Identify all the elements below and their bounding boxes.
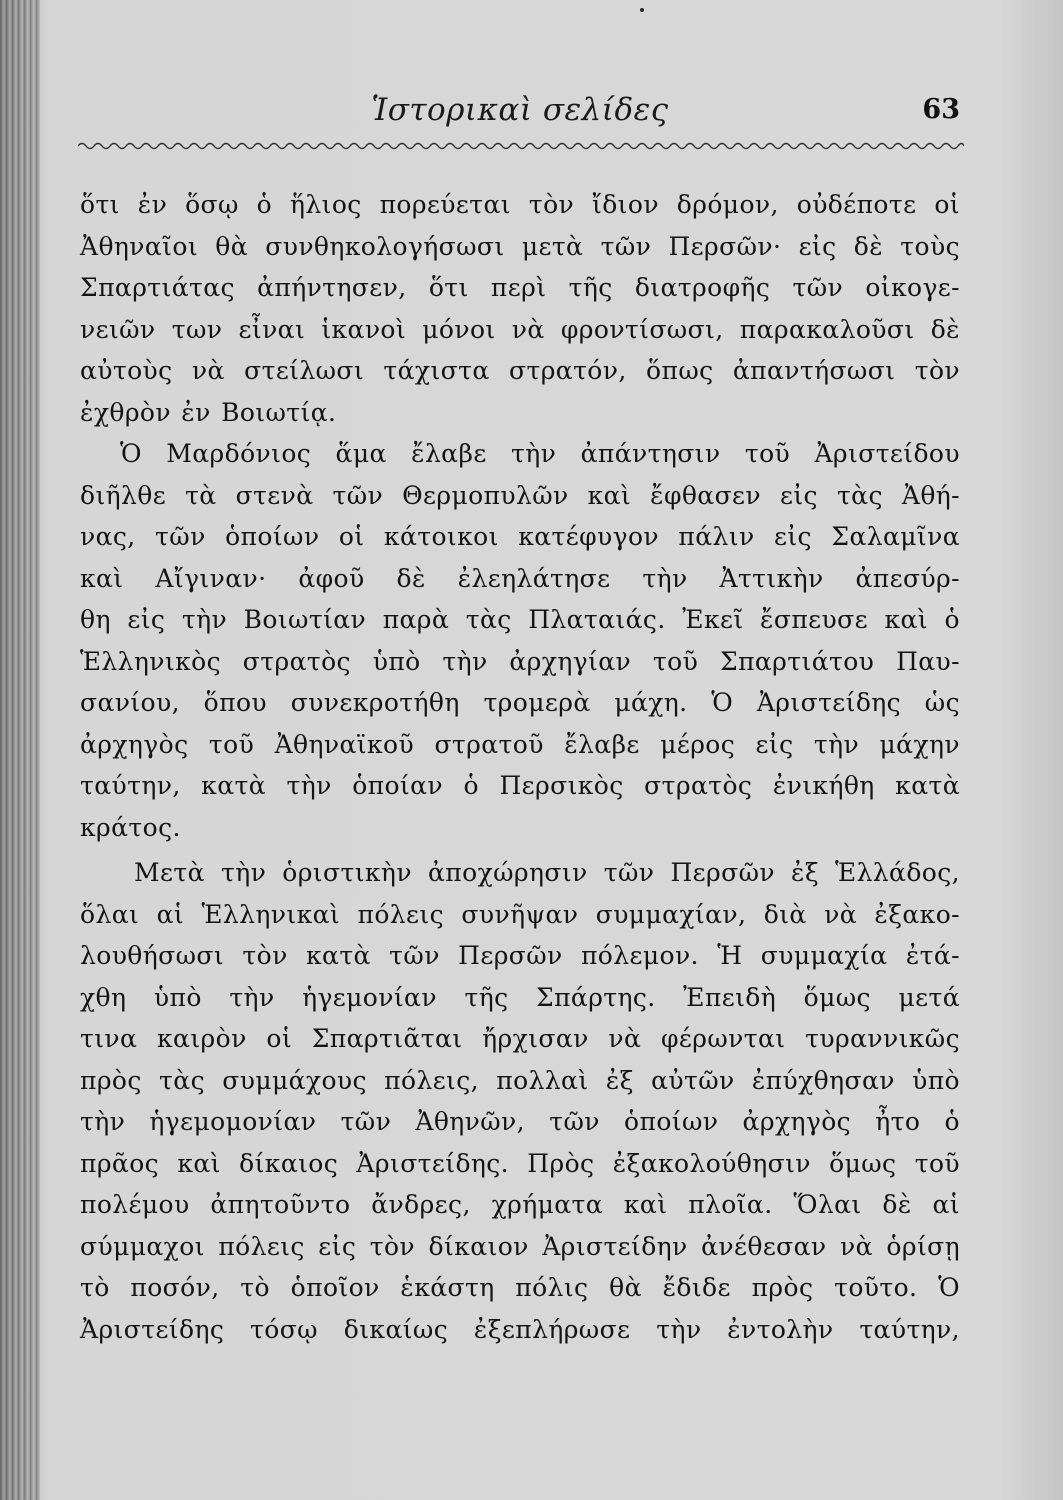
text-line: θη εἰς τὴν Βοιωτίαν παρὰ τὰς Πλαταιάς. Ἐκεῖ ἔσπευσε καὶ ὁ	[80, 605, 960, 634]
paragraph-2	[80, 433, 960, 848]
text-line: πρὸς τὰς συμμάχους πόλεις, πολλαὶ ἐξ αὐτῶν ἐπύχθησαν ὑπὸ	[80, 1065, 960, 1095]
text-line: ἐχθρὸν ἐν Βοιωτίᾳ.	[80, 397, 337, 427]
text-line: κράτος.	[80, 812, 181, 842]
paragraph-1	[80, 184, 960, 433]
decorative-wavy-rule	[78, 140, 964, 152]
text-line: ὅτι ἐν ὅσῳ ὁ ἥλιος πορεύεται τὸν ἴδιον δρόμον, οὐδέποτε οἱ	[80, 190, 960, 219]
text-line: σύμμαχοι πόλεις εἰς τὸν δίκαιον Ἀριστείδην ἀνέθεσαν νὰ ὁρίσῃ	[80, 1231, 960, 1261]
text-line: Ἀθηναῖοι θὰ συνθηκολογήσωσι μετὰ τῶν Περσῶν· εἰς δὲ τοὺς	[80, 231, 960, 261]
text-line: Ὁ Μαρδόνιος ἅμα ἔλαβε τὴν ἀπάντησιν τοῦ Ἀριστείδου	[120, 439, 960, 468]
text-line: τὴν ἡγεμομονίαν τῶν Ἀθηνῶν, τῶν ὁποίων ἀρχηγὸς ἦτο ὁ	[80, 1107, 960, 1136]
text-line: καὶ Αἴγιναν· ἀφοῦ δὲ ἐλεηλάτησε τὴν Ἀττικὴν ἀπεσύρ-	[80, 563, 960, 593]
text-line: πρᾶος καὶ δίκαιος Ἀριστείδης. Πρὸς ἐξακολούθησιν ὅμως τοῦ	[80, 1148, 960, 1178]
text-line: τὸ ποσόν, τὸ ὁποῖον ἑκάστη πόλις θὰ ἔδιδε πρὸς τοῦτο. Ὁ	[80, 1273, 960, 1302]
text-line: ταύτην, κατὰ τὴν ὁποίαν ὁ Περσικὸς στρατὸς ἐνικήθη κατὰ	[80, 771, 960, 800]
text-line: Ἀριστείδης τόσῳ δικαίως ἐξεπλήρωσε τὴν ἐντολὴν ταύτην,	[80, 1314, 960, 1344]
text-line: αὐτοὺς νὰ στείλωσι τάχιστα στρατόν, ὅπως ἀπαντήσωσι τὸν	[80, 356, 960, 385]
body-text	[80, 184, 960, 1350]
text-line: ὅλαι αἱ Ἑλληνικαὶ πόλεις συνῆψαν συμμαχίαν, διὰ νὰ ἐξακο-	[80, 899, 960, 929]
text-line: χθη ὑπὸ τὴν ἡγεμονίαν τῆς Σπάρτης. Ἐπειδὴ ὅμως μετά	[80, 982, 960, 1012]
book-page-edges	[0, 0, 40, 1500]
text-line: Σπαρτιάτας ἀπήντησεν, ὅτι περὶ τῆς διατροφῆς τῶν οἰκογε-	[80, 273, 960, 302]
text-line: λουθήσωσι τὸν κατὰ τῶν Περσῶν πόλεμον. Ἡ συμμαχία ἐτά-	[80, 941, 960, 970]
text-line: σανίου, ὅπου συνεκροτήθη τρομερὰ μάχη. Ὁ Ἀριστείδης ὡς	[80, 688, 960, 717]
text-line: νειῶν των εἶναι ἱκανοὶ μόνοι νὰ φροντίσωσι, παρακαλοῦσι δὲ	[80, 314, 960, 344]
text-line: Ἑλληνικὸς στρατὸς ὑπὸ τὴν ἀρχηγίαν τοῦ Σπαρτιάτου Παυ-	[80, 646, 960, 676]
text-line: πολέμου ἀπητοῦντο ἄνδρες, χρήματα καὶ πλοῖα. Ὅλαι δὲ αἱ	[80, 1190, 960, 1219]
paragraph-3	[80, 852, 960, 1350]
text-line: νας, τῶν ὁποίων οἱ κάτοικοι κατέφυγον πάλιν εἰς Σαλαμῖνα	[80, 522, 960, 551]
text-line: διῆλθε τὰ στενὰ τῶν Θερμοπυλῶν καὶ ἔφθασεν εἰς τὰς Ἀθή-	[80, 480, 960, 510]
running-header	[80, 92, 960, 142]
page-number: 63	[922, 94, 960, 125]
text-line: τινα καιρὸν οἱ Σπαρτιᾶται ἤρχισαν νὰ φέρωνται τυραννικῶς	[80, 1024, 960, 1053]
text-line: ἀρχηγὸς τοῦ Ἀθηναϊκοῦ στρατοῦ ἔλαβε μέρος εἰς τὴν μάχην	[80, 729, 960, 759]
text-line: Μετὰ τὴν ὁριστικὴν ἀποχώρησιν τῶν Περσῶν ἐξ Ἑλλάδος,	[134, 858, 960, 887]
print-speck	[640, 8, 644, 12]
running-title: Ἱστορικαὶ σελίδες	[371, 92, 669, 128]
